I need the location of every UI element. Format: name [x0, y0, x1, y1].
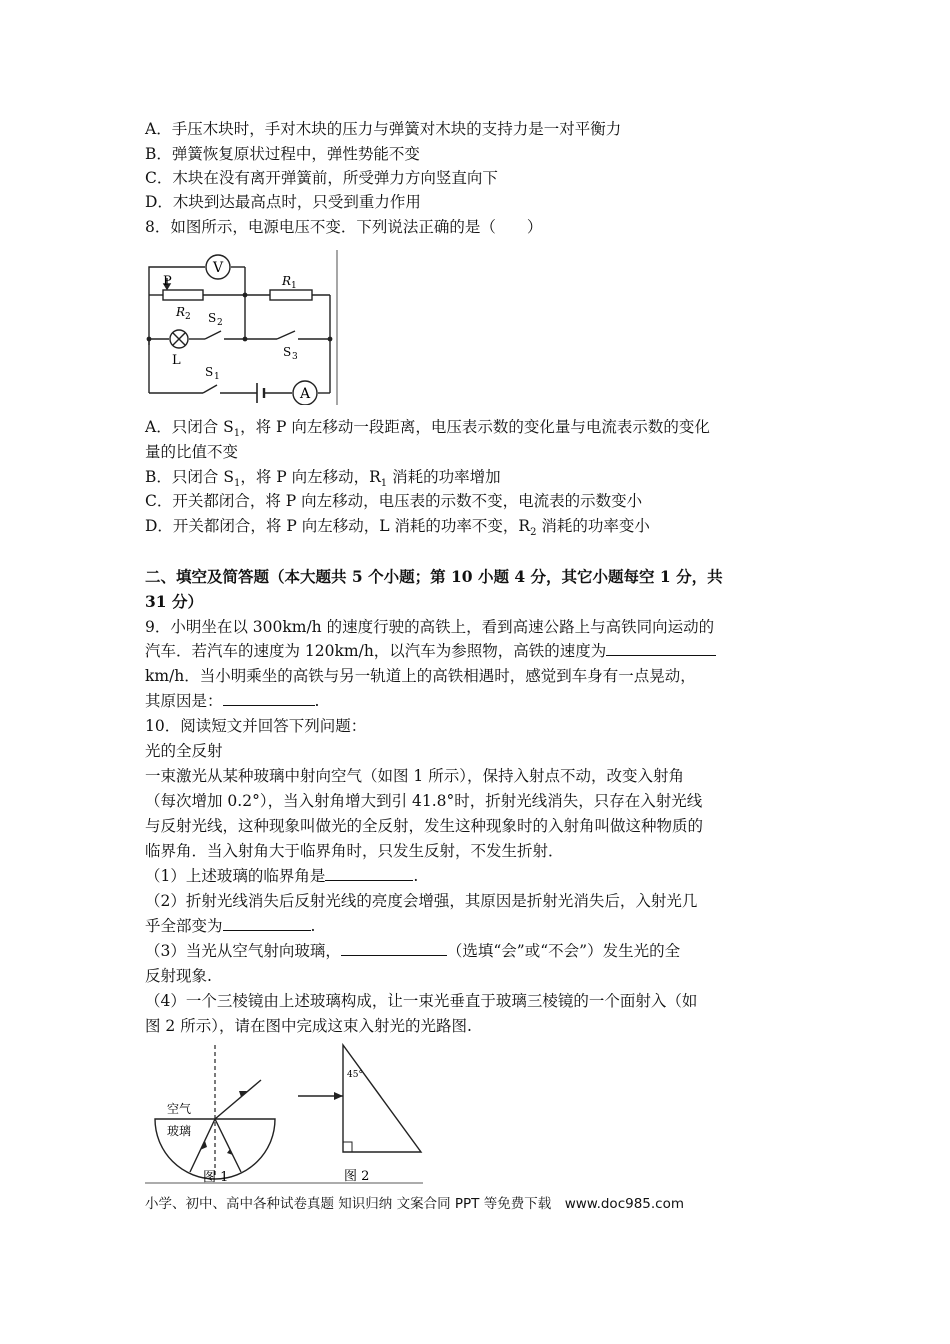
q10-sub3a-rest: （选填“会”或“不会”）发生光的全: [446, 942, 681, 960]
svg-text:L: L: [172, 353, 181, 368]
q7-option-b: B．弹簧恢复原状过程中，弹性势能不变: [145, 145, 420, 163]
q10-passage-title: 光的全反射: [145, 742, 223, 760]
section2-title-line1: 二、填空及简答题（本大题共 5 个小题；第 10 小题 4 分，其它小题每空 1 分，共: [145, 567, 723, 586]
q9-line2-text: 汽车．若汽车的速度为 120km/h，以汽车为参照物，高铁的速度为: [145, 642, 607, 660]
q8-a-text: A．只闭合 S: [145, 418, 234, 436]
svg-text:S: S: [283, 345, 292, 359]
svg-text:R: R: [176, 305, 186, 319]
q8-option-c: C．开关都闭合，将 P 向左移动，电压表的示数不变，电流表的示数变小: [145, 492, 643, 510]
q8-d-sub: 2: [530, 527, 537, 539]
q10-sub3b: 反射现象.: [145, 967, 212, 985]
q8-b-mid: ，将 P 向左移动，R: [240, 468, 381, 486]
svg-text:1: 1: [214, 372, 220, 382]
svg-text:图 1: 图 1: [203, 1170, 229, 1185]
q8-b-sub2: 1: [380, 478, 388, 490]
q8-b-text: B．只闭合 S: [145, 468, 234, 486]
q7-option-a: A．手压木块时，手对木块的压力与弹簧对木块的支持力是一对平衡力: [145, 120, 622, 138]
q10-sub2a: （2）折射光线消失后反射光线的亮度会增强，其原因是折射光消失后，入射光几: [145, 892, 698, 910]
q10-sub2b-text: 乎全部变为: [145, 917, 223, 935]
q8-a-sub: 1: [233, 428, 241, 440]
q8-a-rest: ，将 P 向左移动一段距离，电压表示数的变化量与电流表示数的变化: [240, 418, 710, 436]
q10-sub2b-end: .: [310, 917, 316, 935]
q10-passage-line4: 临界角．当入射角大于临界角时，只发生反射，不发生折射．: [145, 842, 564, 860]
section2-title-line2: 31 分）: [145, 592, 203, 611]
svg-text:2: 2: [217, 318, 223, 328]
svg-text:R: R: [282, 274, 292, 288]
circuit-diagram: [145, 250, 345, 405]
q10-passage-line1: 一束激光从某种玻璃中射向空气（如图 1 所示），保持入射点不动，改变入射角: [145, 767, 684, 785]
q10-passage-line2: （每次增加 0.2°），当入射角增大到引 41.8°时，折射光线消失，只存在入射光线: [145, 792, 703, 810]
q10-sub1: [145, 866, 418, 886]
q9-answer-blank-2[interactable]: [223, 691, 315, 706]
q10-sub4b: 图 2 所示），请在图中完成这束入射光的光路图.: [145, 1017, 472, 1035]
svg-text:2: 2: [185, 312, 191, 322]
page-footer: 小学、初中、高中各种试卷真题 知识归纳 文案合同 PPT 等免费下载 www.doc985.com: [145, 1196, 685, 1212]
q10-answer-blank-3[interactable]: [341, 941, 447, 956]
q9-line3: km/h．当小明乘坐的高铁与另一轨道上的高铁相遇时，感觉到车身有一点晃动，: [145, 667, 696, 685]
q8-b-rest: 消耗的功率增加: [387, 468, 501, 486]
q8-d-rest: 消耗的功率变小: [536, 517, 650, 535]
q10-sub3a: [145, 941, 680, 961]
q9-answer-blank-1[interactable]: [606, 641, 716, 656]
q8-stem: 8．如图所示，电源电压不变．下列说法正确的是（ ）: [145, 218, 543, 236]
svg-text:空气: 空气: [167, 1102, 192, 1116]
svg-text:3: 3: [292, 352, 298, 362]
q8-option-d: [145, 516, 650, 543]
svg-text:S: S: [208, 311, 217, 325]
q10-sub1-text: （1）上述玻璃的临界角是: [145, 867, 326, 885]
q7-option-d: D．木块到达最高点时，只受到重力作用: [145, 193, 421, 211]
svg-text:图 2: 图 2: [344, 1169, 370, 1184]
q10-sub4a: （4）一个三棱镜由上述玻璃构成，让一束光垂直于玻璃三棱镜的一个面射入（如: [145, 992, 698, 1010]
q10-sub1-end: .: [413, 867, 419, 885]
svg-text:玻璃: 玻璃: [167, 1124, 192, 1138]
optics-figures: [145, 1035, 425, 1185]
svg-text:V: V: [212, 260, 224, 276]
q8-b-sub: 1: [233, 478, 241, 490]
svg-text:45°: 45°: [347, 1070, 363, 1080]
q8-option-a-line2: 量的比值不变: [145, 443, 239, 461]
q9-line4: [145, 691, 319, 711]
q9-line4-end: .: [314, 692, 320, 710]
svg-text:P: P: [163, 274, 172, 289]
q9-line2: [145, 641, 716, 661]
svg-text:S: S: [205, 365, 214, 379]
svg-text:1: 1: [291, 281, 297, 291]
svg-text:A: A: [299, 386, 311, 402]
q9-line1: 9．小明坐在以 300km/h 的速度行驶的高铁上，看到高速公路上与高铁同向运动的: [145, 618, 715, 636]
q8-option-a-line1: [145, 417, 710, 444]
q8-d-text: D．开关都闭合，将 P 向左移动，L 消耗的功率不变，R: [145, 517, 531, 535]
q10-sub3a-text: （3）当光从空气射向玻璃，: [145, 942, 341, 960]
q10-answer-blank-1[interactable]: [325, 866, 413, 881]
q7-option-c: C．木块在没有离开弹簧前，所受弹力方向竖直向下: [145, 169, 498, 187]
q10-stem: 10．阅读短文并回答下列问题：: [145, 717, 367, 735]
q9-line4-text: 其原因是：: [145, 692, 223, 710]
q10-sub2b: [145, 916, 315, 936]
q10-answer-blank-2[interactable]: [223, 916, 311, 931]
q10-passage-line3: 与反射光线，这种现象叫做光的全反射，发生这种现象时的入射角叫做这种物质的: [145, 817, 704, 835]
